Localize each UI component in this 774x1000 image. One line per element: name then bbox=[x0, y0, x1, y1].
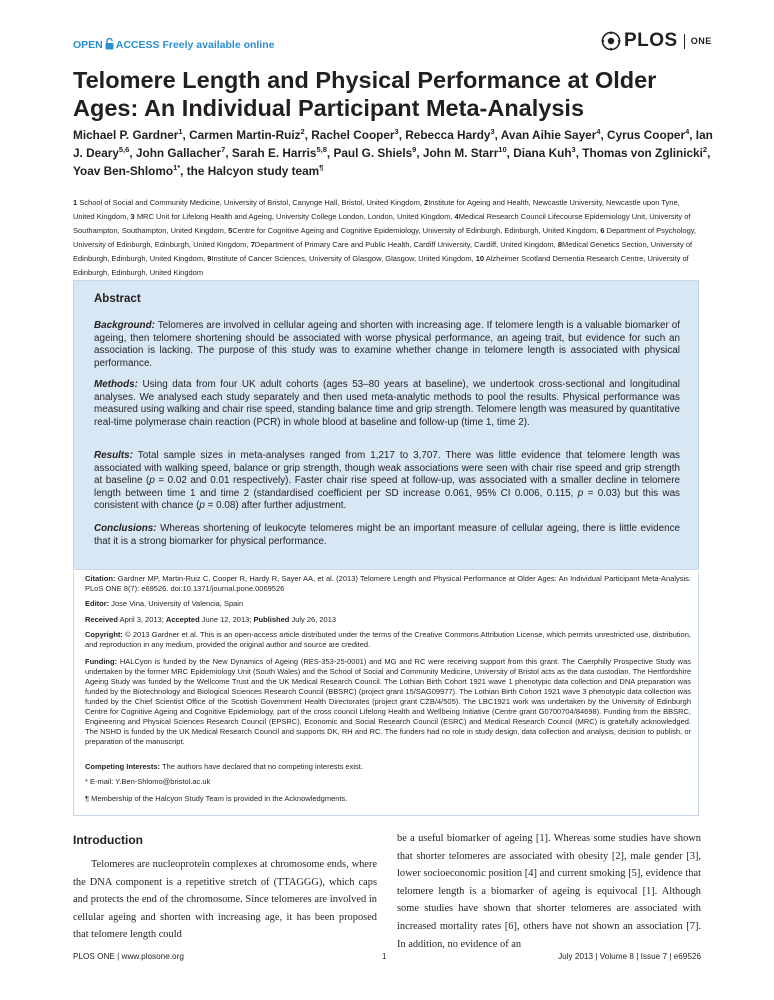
author: John M. Starr$^{10}$ bbox=[422, 145, 507, 160]
membership-note: ¶ Membership of the Halcyon Study Team is provided in the Acknowledgments. bbox=[85, 794, 348, 803]
editor: Editor: Jose Vina, University of Valencia, Spain bbox=[85, 599, 244, 608]
author: Carmen Martin-Ruiz$^2$ bbox=[189, 127, 305, 142]
abstract-background: Background: Telomeres are involved in cellular ageing and shorten with increasing age. If telomere length is a valuable biomarker of ageing, then telomere shortening should be associated with worse physical performance, an ageing trait, but evidence for such an association is lacking. The purpose of this study was to examine whether change in telomere length is associated with physical performance. bbox=[94, 320, 680, 369]
affiliation: 6 Department of Psychology, University of Edinburgh, Edinburgh, United Kingdom bbox=[73, 226, 697, 249]
affiliation: 2Institute for Ageing and Health, Newcastle University, Newcastle upon Tyne, United Kingdom bbox=[73, 198, 680, 221]
abstract-conclusions: Conclusions: Whereas shortening of leukocyte telomeres might be an important measure of cellular ageing, there is little evidence that it is a strong biomarker for physical performance. bbox=[94, 523, 680, 547]
author: Sarah E. Harris$^{5,8}$ bbox=[231, 145, 327, 160]
author: Thomas von Zglinicki$^2$ bbox=[582, 145, 708, 160]
affiliation: 4Medical Research Council Lifecourse Epidemiology Unit, University of Southampton, Southampton, United Kingdom bbox=[73, 212, 691, 235]
page-number: 1 bbox=[382, 952, 387, 961]
introduction-heading: Introduction bbox=[73, 833, 143, 847]
author: the Halcyon study team¶ bbox=[186, 163, 324, 178]
abstract-methods: Methods: Using data from four UK adult cohorts (ages 53–80 years at baseline), we undertook cross-sectional and longitudinal analyses. We analysed each study separately and then used meta-analytic methods to pool the results. Physical performance was measured using walking and chair rise speed, standing balance time and grip strength. Telomere length was measured by quantitative real-time polymerase chain reaction (PCR) in whole blood at baseline and follow-up (time 1, time 2). bbox=[94, 379, 680, 428]
one-wordmark: ONE bbox=[690, 36, 712, 46]
body-column-right: be a useful biomarker of ageing [1]. Whereas some studies have shown that shorter telomeres are associated with obesity [2], male gender [3], lower socioeconomic position [4] and current smoking [5], evidence that telomere length is a biomarker of ageing is equivocal [1]. Although some studies have shown that shorter telomeres are associated with increased mortality rates [6], others have not shown an association [7]. In addition, no evidence of an bbox=[397, 833, 701, 950]
footer-journal: PLOS ONE | www.plosone.org bbox=[73, 952, 184, 961]
plos-one-logo bbox=[601, 30, 712, 52]
author: Yoav Ben-Shlomo$^{1*}$ bbox=[73, 163, 181, 178]
affiliation: 7Department of Primary Care and Public Health, Cardiff University, Cardiff, United Kingdom bbox=[250, 240, 554, 249]
abstract-heading: Abstract bbox=[94, 293, 141, 305]
author: Michael P. Gardner$^1$ bbox=[73, 127, 183, 142]
dates: Received April 3, 2013; Accepted June 12, 2013; Published July 26, 2013 bbox=[85, 615, 337, 624]
body-column-left: Telomeres are nucleoprotein complexes at chromosome ends, where the DNA component is a repetitive stretch of (TTAGGG), which caps and protects the end of the chromosome. Since telomeres are involved in cellular ageing and shorten with increasing age, it has been proposed that telomere length could bbox=[73, 859, 377, 941]
author: Paul G. Shiels$^9$ bbox=[333, 145, 417, 160]
citation: Citation: Gardner MP, Martin-Ruiz C, Cooper R, Hardy R, Sayer AA, et al. (2013) Telomere Length and Physical Performance at Older Ages: An Individual Participant Meta-Analysis. PLoS ONE 8(7): e69526. doi:10.1371/journal.pone.0069526 bbox=[85, 574, 691, 593]
article-info-box bbox=[73, 572, 699, 816]
affiliation: 5Centre for Cognitive Ageing and Cognitive Epidemiology, University of Edinburgh, Edinburgh, United Kingdom bbox=[228, 226, 597, 235]
author-list: Michael P. Gardner$^1$, Carmen Martin-Ruiz$^2$, Rachel Cooper$^3$, Rebecca Hardy$^3$, Avan Aihie Sayer$^4$, Cyrus Cooper$^4$, Ian J. Deary$^{5,6}$, John Gallacher$^7$, Sarah E. Harris$^{5,8}$, Paul G. Shiels$^9$, John M. Starr$^{10}$, Diana Kuh$^3$, Thomas von Zglinicki$^2$, Yoav Ben-Shlomo$^{1*}$, the Halcyon study team¶ bbox=[73, 127, 713, 178]
author: Cyrus Cooper$^4$ bbox=[607, 127, 690, 142]
article-title: Telomere Length and Physical Performance at Older Ages: An Individual Participant Meta-Analysis bbox=[73, 67, 657, 121]
footer-issue: July 2013 | Volume 8 | Issue 7 | e69526 bbox=[558, 952, 701, 961]
open-lock-icon bbox=[105, 38, 114, 50]
author: Avan Aihie Sayer$^4$ bbox=[500, 127, 601, 142]
copyright: Copyright: © 2013 Gardner et al. This is an open-access article distributed under the terms of the Creative Commons Attribution License, which permits unrestricted use, distribution, and reproduction in any medium, provided the original author and source are credited. bbox=[85, 630, 691, 649]
author: Diana Kuh$^3$ bbox=[513, 145, 576, 160]
open-access-banner bbox=[73, 38, 275, 51]
author: Rebecca Hardy$^3$ bbox=[405, 127, 495, 142]
affiliation: 1 School of Social and Community Medicine, University of Bristol, Canynge Hall, Bristol, United Kingdom bbox=[73, 198, 420, 207]
corresponding-email[interactable]: * E-mail: Y.Ben-Shlomo@bristol.ac.uk bbox=[85, 777, 211, 786]
open-label: OPEN bbox=[73, 39, 103, 51]
affiliation: 9Institute of Cancer Sciences, University of Glasgow, Glasgow, United Kingdom bbox=[207, 254, 472, 263]
competing-interests: Competing Interests: The authors have declared that no competing interests exist. bbox=[85, 762, 363, 771]
access-label: ACCESS bbox=[115, 39, 160, 51]
plos-wordmark: PLOS bbox=[624, 30, 678, 51]
author: Rachel Cooper$^3$ bbox=[311, 127, 399, 142]
author: Ian J. Deary$^{5,6}$ bbox=[73, 128, 713, 160]
abstract-results: Results: Total sample sizes in meta-analyses ranged from 1,217 to 3,707. There was little evidence that telomere length was associated with walking speed, balance or grip strength, though weak associations were seen with chair rise speed and grip strength at baseline (p = 0.02 and 0.01 respectively). Faster chair rise speed at follow-up, was associated with a smaller decline in telomere length between time 1 and time 2 (standardised coefficient per SD increase 0.061, 95% CI 0.006, 0.115, p = 0.03) but this was consistent with chance (p = 0.08) after further adjustment. bbox=[94, 450, 681, 511]
affiliation: 8Medical Genetics Section, University of Edinburgh, Edinburgh, United Kingdom bbox=[73, 240, 693, 263]
freely-available-label: Freely available online bbox=[162, 39, 275, 51]
plos-logo-icon bbox=[601, 31, 621, 51]
affiliation: 3 MRC Unit for Lifelong Health and Ageing, University College London, London, United Kingdom bbox=[130, 212, 451, 221]
logo-divider bbox=[684, 34, 685, 49]
funding: Funding: HALCyon is funded by the New Dynamics of Ageing (RES-353-25-0001) and MG and RC were receiving support from this grant. The Caerphilly Prospective Study was undertaken by the former MRC Epidemiology Unit (South Wales) and the School of Social and Community Medicine, University of Bristol acts as the data custodian. The Hertfordshire Ageing Study was funded by the Wellcome Trust and the UK Medical Research Council. The Lothian Birth Cohort 1921 wave 1 phenotypic data collection and DNA preparation was funded by the Biotechnology and Biological Sciences Research Council (BBSRC) (project grant 15/SAG09977). The Lothian Birth Cohort 1921 wave 3 phenotypic data collection was funded by the Chief Scientist Office of the Scottish Government Health Directorates (project grant CZB/4/505). The LBC1921 work was undertaken by the University of Edinburgh Centre for Cognitive Ageing and Cognitive Epidemiology, part of the cross council Lifelong Health and Wellbeing Initiative (Centre grant G0700704/84698). Funding from the BBSRC, Engineering and Physical Sciences Research Council (EPSRC), Economic and Social Research Council (ESRC) and Medical Research Council (MRC) is gratefully acknowledged. The NSHD is funded by the UK Medical Research Council and supports DK, RH and RC. The funders had no role in study design, data collection and analysis, decision to publish, or preparation of the manuscript. bbox=[85, 657, 691, 746]
affiliation-list: 1 School of Social and Community Medicine, University of Bristol, Canynge Hall, Bristol, United Kingdom, 2Institute for Ageing and Health, Newcastle University, Newcastle upon Tyne, United Kingdom, 3 MRC Unit for Lifelong Health and Ageing, University College London, London, United Kingdom, 4Medical Research Council Lifecourse Epidemiology Unit, University of Southampton, Southampton, United Kingdom, 5Centre for Cognitive Ageing and Cognitive Epidemiology, University of Edinburgh, Edinburgh, United Kingdom, 6 Department of Psychology, University of Edinburgh, Edinburgh, United Kingdom, 7Department of Primary Care and Public Health, Cardiff University, Cardiff, United Kingdom, 8Medical Genetics Section, University of Edinburgh, Edinburgh, United Kingdom, 9Institute of Cancer Sciences, University of Glasgow, Glasgow, United Kingdom, 10 Alzheimer Scotland Dementia Research Centre, University of Edinburgh, Edinburgh, United Kingdom bbox=[73, 198, 697, 277]
affiliation: 10 Alzheimer Scotland Dementia Research Centre, University of Edinburgh, Edinburgh, United Kingdom bbox=[73, 254, 689, 277]
abstract-box bbox=[73, 280, 699, 570]
author: John Gallacher$^7$ bbox=[135, 145, 226, 160]
